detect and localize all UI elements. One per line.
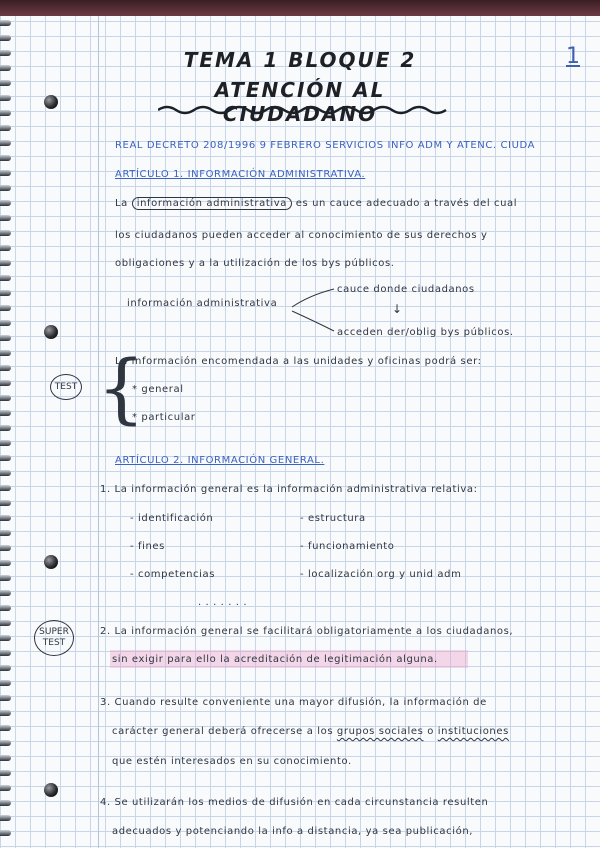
- margin-line: [98, 16, 99, 848]
- spiral-coil: [0, 635, 11, 641]
- spiral-coil: [0, 260, 11, 266]
- spiral-coil: [0, 230, 11, 236]
- article-2-heading: ARTÍCULO 2. INFORMACIÓN GENERAL.: [115, 455, 325, 466]
- art1-text: La: [115, 198, 128, 209]
- list-item-right: - estructura: [300, 513, 366, 524]
- spiral-coil: [0, 50, 11, 56]
- list-item-left: - fines: [130, 541, 165, 552]
- art2-point-4-line-2: adecuados y potenciando la info a distancia, ya sea publicación,: [112, 826, 474, 837]
- art2-text: o: [427, 726, 434, 737]
- spiral-coil: [0, 725, 11, 731]
- diagram-left-label: información administrativa: [127, 298, 278, 309]
- spiral-coil: [0, 485, 11, 491]
- list-item-right: - funcionamiento: [300, 541, 395, 552]
- spiral-coil: [0, 650, 11, 656]
- art2-point-3-line-1: 3. Cuando resulte conveniente una mayor difusión, la información de: [100, 697, 487, 708]
- spiral-coil: [0, 425, 11, 431]
- spiral-coil: [0, 530, 11, 536]
- page-top-edge: [0, 0, 600, 16]
- test-item-particular: * particular: [132, 412, 196, 423]
- spiral-coil: [0, 110, 11, 116]
- spiral-coil: [0, 410, 11, 416]
- art1-text: es un cauce adecuado a través del cual: [295, 198, 518, 209]
- art2-point-4-line-1: 4. Se utilizarán los medios de difusión en cada circunstancia resulten: [100, 797, 489, 808]
- punch-hole: [44, 555, 58, 569]
- spiral-coil: [0, 65, 11, 71]
- punch-hole: [44, 325, 58, 339]
- spiral-coil: [0, 140, 11, 146]
- circled-term: información administrativa: [132, 197, 292, 210]
- spiral-coil: [0, 80, 11, 86]
- spiral-coil: [0, 35, 11, 41]
- title-line-1: TEMA 1 BLOQUE 2: [183, 48, 417, 72]
- diagram-bottom-label: acceden der/oblig bys públicos.: [337, 327, 514, 338]
- underlined-term: grupos sociales: [336, 726, 424, 737]
- art2-point-2-line-2: sin exigir para ello la acreditación de legitimación alguna.: [112, 654, 438, 665]
- punch-hole: [44, 95, 58, 109]
- spiral-coil: [0, 125, 11, 131]
- page-number: 1: [566, 44, 580, 69]
- spiral-coil: [0, 770, 11, 776]
- spiral-coil: [0, 155, 11, 161]
- spiral-coil: [0, 695, 11, 701]
- test-item-general: * general: [132, 384, 184, 395]
- spiral-coil: [0, 185, 11, 191]
- art1-paragraph-line-3: obligaciones y a la utilización de los bys públicos.: [115, 258, 395, 269]
- spiral-coil: [0, 170, 11, 176]
- art2-point-3-line-3: que estén interesados en su conocimiento.: [112, 756, 352, 767]
- spiral-coil: [0, 710, 11, 716]
- spiral-coil: [0, 680, 11, 686]
- spiral-coil: [0, 755, 11, 761]
- spiral-coil: [0, 320, 11, 326]
- list-item-right: - localización org y unid adm: [300, 569, 462, 580]
- down-arrow-icon: ↓: [392, 302, 403, 316]
- list-item-left: - competencias: [130, 569, 216, 580]
- spiral-coil: [0, 290, 11, 296]
- art2-point-3-line-2: [112, 726, 509, 737]
- spiral-coil: [0, 245, 11, 251]
- art1-paragraph-line-2: los ciudadanos pueden acceder al conocimiento de sus derechos y: [115, 230, 488, 241]
- underlined-term: instituciones: [437, 726, 509, 737]
- spiral-coil: [0, 335, 11, 341]
- spiral-coil: [0, 560, 11, 566]
- dots-separator: . . . . . . .: [198, 597, 248, 608]
- spiral-coil: [0, 605, 11, 611]
- diagram-top-label: cauce donde ciudadanos: [337, 284, 475, 295]
- title-wave-underline: [158, 104, 448, 116]
- test-stamp: TEST: [50, 374, 82, 400]
- art2-point-1: 1. La información general es la información administrativa relativa:: [100, 484, 478, 495]
- curly-brace: {: [97, 343, 146, 432]
- spiral-coil: [0, 275, 11, 281]
- spiral-coil: [0, 455, 11, 461]
- spiral-coil: [0, 815, 11, 821]
- spiral-coil: [0, 575, 11, 581]
- super-test-stamp: SUPER TEST: [34, 620, 74, 656]
- decree-heading: REAL DECRETO 208/1996 9 FEBRERO SERVICIOS INFO ADM Y ATENC. CIUDA: [115, 140, 536, 151]
- spiral-coil: [0, 440, 11, 446]
- spiral-coil: [0, 20, 11, 26]
- list-item-left: - identificación: [130, 513, 214, 524]
- spiral-coil: [0, 830, 11, 836]
- art1-paragraph-line-1: [115, 198, 517, 209]
- spiral-coil: [0, 380, 11, 386]
- spiral-coil: [0, 200, 11, 206]
- art2-text: carácter general deberá ofrecerse a los: [112, 726, 334, 737]
- spiral-coil: [0, 470, 11, 476]
- spiral-coil: [0, 785, 11, 791]
- test-line: La información encomendada a las unidades y oficinas podrá ser:: [115, 356, 482, 367]
- title-line-2: ATENCIÓN AL CIUDADANO: [214, 78, 386, 126]
- punch-hole: [44, 783, 58, 797]
- spiral-coil: [0, 500, 11, 506]
- spiral-coil: [0, 365, 11, 371]
- spiral-binding: [0, 16, 14, 848]
- spiral-coil: [0, 350, 11, 356]
- spiral-coil: [0, 590, 11, 596]
- spiral-coil: [0, 95, 11, 101]
- spiral-coil: [0, 740, 11, 746]
- spiral-coil: [0, 620, 11, 626]
- diagram-branch-lines: [290, 285, 340, 335]
- spiral-coil: [0, 395, 11, 401]
- spiral-coil: [0, 305, 11, 311]
- spiral-coil: [0, 215, 11, 221]
- spiral-coil: [0, 665, 11, 671]
- spiral-coil: [0, 545, 11, 551]
- article-1-heading: ARTÍCULO 1. INFORMACIÓN ADMINISTRATIVA.: [115, 169, 366, 180]
- spiral-coil: [0, 515, 11, 521]
- art2-point-2-line-1: 2. La información general se facilitará obligatoriamente a los ciudadanos,: [100, 626, 514, 637]
- spiral-coil: [0, 800, 11, 806]
